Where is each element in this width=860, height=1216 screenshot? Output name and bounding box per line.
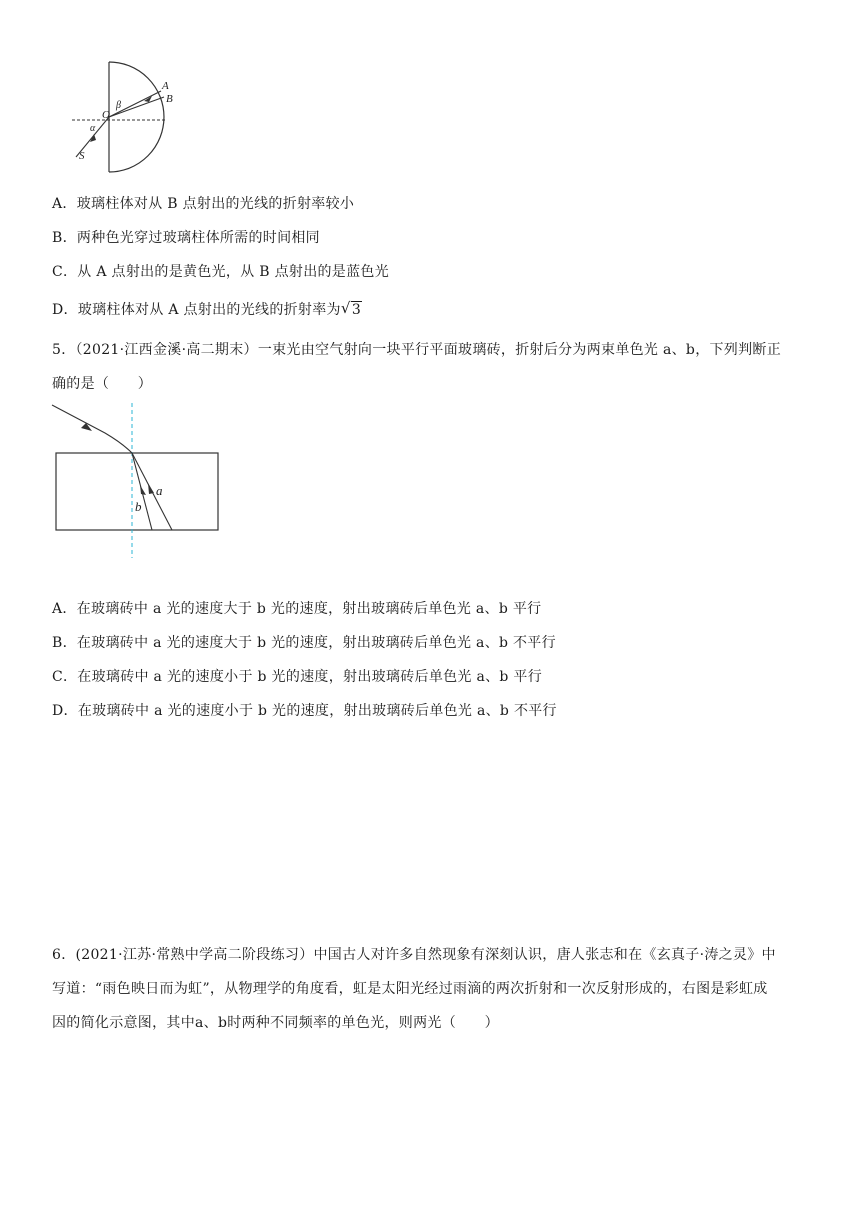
q6-stem-line3: 因的简化示意图，其中a、b时两种不同频率的单色光，则两光（ ）	[52, 1015, 499, 1031]
point-A-label: A	[162, 80, 169, 92]
q5-stem-line2: 确的是（ ）	[52, 376, 153, 392]
sqrt-radicand: 3	[351, 302, 362, 318]
q4-option-b: B．两种色光穿过玻璃柱体所需的时间相同	[52, 230, 320, 246]
point-B-label: B	[166, 93, 173, 105]
q4-option-a: A．玻璃柱体对从 B 点射出的光线的折射率较小	[52, 196, 355, 212]
q5-stem-line1: 5．（2021·江西金溪·高二期末）一束光由空气射向一块平行平面玻璃砖，折射后分为两束单色光 a、b，下列判断正	[52, 342, 781, 358]
q6-stem-line1: 6．(2021·江苏·常熟中学高二阶段练习）中国古人对许多自然现象有深刻认识，唐人张志和在《玄真子·涛之灵》中	[52, 947, 776, 963]
q5-option-d: D．在玻璃砖中 a 光的速度小于 b 光的速度，射出玻璃砖后单色光 a、b 不平行	[52, 703, 557, 719]
q5-figure-glass-slab	[50, 403, 225, 558]
point-S-label: S	[79, 150, 85, 162]
q5-option-b: B．在玻璃砖中 a 光的速度大于 b 光的速度，射出玻璃砖后单色光 a、b 不平行	[52, 635, 556, 651]
q5-option-c: C．在玻璃砖中 a 光的速度小于 b 光的速度，射出玻璃砖后单色光 a、b 平行	[52, 669, 543, 685]
alpha-label: α	[90, 123, 96, 134]
ray-b-label: b	[135, 499, 142, 514]
ray-a-label: a	[156, 483, 163, 498]
q4-option-d-text: D．玻璃柱体对从 A 点射出的光线的折射率为	[52, 302, 341, 318]
beta-label: β	[116, 100, 121, 111]
q5-option-a: A．在玻璃砖中 a 光的速度大于 b 光的速度，射出玻璃砖后单色光 a、b 平行	[52, 601, 542, 617]
point-O-label: O	[102, 109, 110, 121]
q4-option-c: C．从 A 点射出的是黄色光，从 B 点射出的是蓝色光	[52, 264, 390, 280]
q4-option-d	[52, 300, 362, 320]
q4-figure-semicircle	[66, 58, 176, 178]
q6-stem-line2: 写道：“雨色映日而为虹”，从物理学的角度看，虹是太阳光经过雨滴的两次折射和一次反射形成的，右图是彩虹成	[52, 981, 768, 997]
sqrt-expression: √ 3	[340, 299, 362, 318]
